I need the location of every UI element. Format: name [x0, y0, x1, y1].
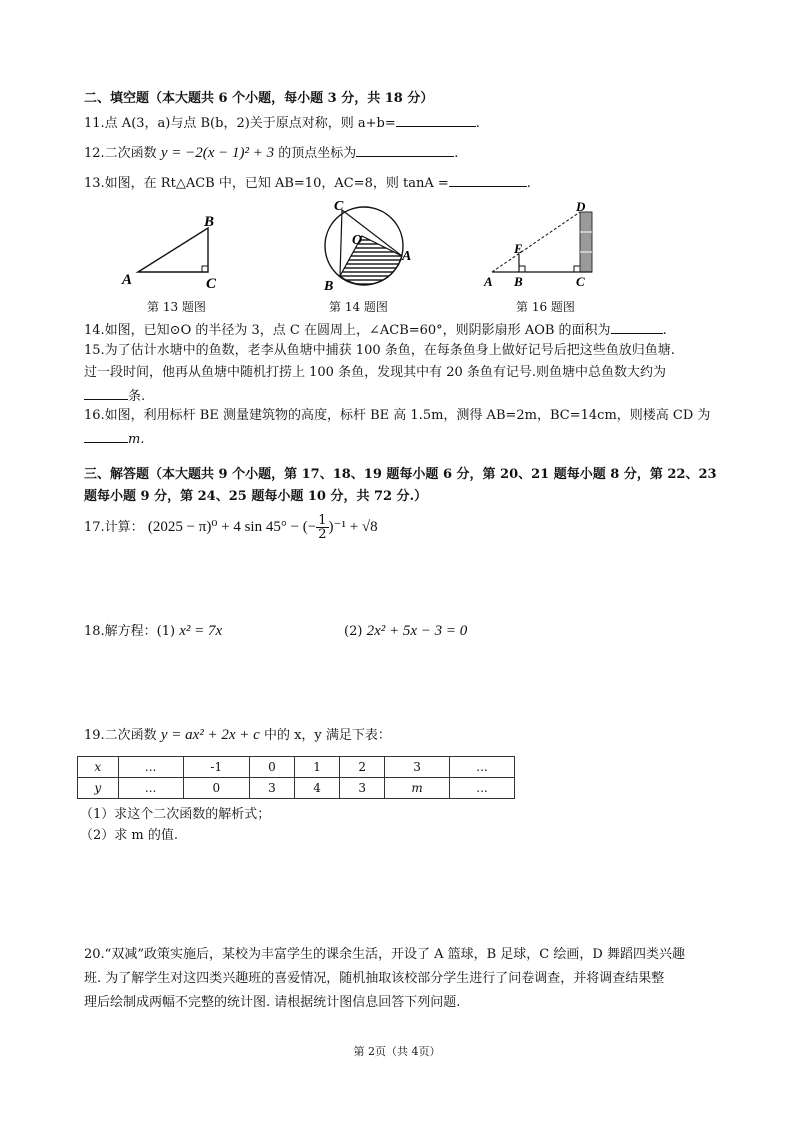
label-B: B [324, 279, 334, 294]
section-3-heading-line-1: 三、解答题（本大题共 9 个小题，第 17、18、19 题每小题 6 分，第 20、21 题每小题 8 分，第 22、23 [84, 467, 717, 482]
question-20-line-3: 理后绘制成两幅不完整的统计图. 请根据统计图信息回答下列问题. [84, 995, 461, 1010]
equation-2: 2x² + 5x − 3 = 0 [366, 623, 468, 639]
question-18-part-2: (2) 2x² + 5x − 3 = 0 [344, 623, 468, 639]
label-A: A [122, 272, 133, 288]
question-19-sub-1: （1）求这个二次函数的解析式； [80, 807, 271, 822]
question-19-sub-2: （2）求 m 的值. [80, 828, 178, 843]
equation-1: x² = 7x [179, 623, 223, 639]
question-19: 19.二次函数 y = ax² + 2x + c 中的 x，y 满足下表： [84, 727, 391, 743]
figure-16-caption: 第 16 题图 [516, 300, 575, 314]
label-A: A [402, 249, 412, 264]
label-A: A [484, 274, 493, 289]
answer-blank[interactable] [356, 143, 454, 157]
figure-13-caption: 第 13 题图 [147, 300, 206, 314]
question-16-line-2: m. [84, 429, 144, 449]
label-C: C [576, 274, 585, 289]
figure-14-caption: 第 14 题图 [329, 300, 388, 314]
label-E: E [514, 241, 523, 256]
label-B: B [514, 274, 523, 289]
question-15-line-2: 过一段时间，他再从鱼塘中随机打捞上 100 条鱼，发现其中有 20 条鱼有记号.则鱼塘中总鱼数大约为 [84, 365, 667, 380]
section-2-heading: 二、填空题（本大题共 6 个小题，每小题 3 分，共 18 分） [84, 91, 434, 106]
question-15-line-1: 15.为了估计水塘中的鱼数，老李从鱼塘中捕获 100 条鱼，在每条鱼身上做好记号后把这些鱼放归鱼塘. [84, 343, 675, 358]
figure-13-triangle [118, 208, 228, 290]
label-D: D [576, 200, 586, 214]
figure-16-building [480, 200, 600, 292]
quadratic-formula: y = ax² + 2x + c [160, 727, 260, 743]
label-C: C [334, 199, 344, 214]
label-O: O [352, 233, 363, 248]
question-20-line-1: 20.“双减”政策实施后，某校为丰富学生的课余生活，开设了 A 篮球，B 足球，C 绘画，D 舞蹈四类兴趣 [84, 947, 685, 962]
question-20-line-2: 班. 为了解学生对这四类兴趣班的喜爱情况，随机抽取该校部分学生进行了问卷调查，并将调查结果整 [84, 971, 665, 986]
answer-blank[interactable] [611, 320, 663, 334]
table-row: y ... 0 3 4 3 m ... [78, 778, 515, 799]
answer-blank[interactable] [449, 173, 527, 187]
answer-blank[interactable] [396, 113, 476, 127]
question-13: 13.如图，在 Rt△ACB 中，已知 AB=10，AC=8，则 tanA = . [84, 173, 531, 193]
question-17: 17.计算： (2025 − π)⁰ + 4 sin 45° − (− $\frac{1}{2}$ )⁻¹ + √8 [84, 513, 378, 542]
quadratic-formula: y = −2(x − 1)² + 3 [160, 145, 275, 161]
question-12: 12.二次函数 y = −2(x − 1)² + 3 的顶点坐标为 . [84, 145, 459, 161]
table-row: x ... -1 0 1 2 3 ... [78, 757, 515, 778]
section-3-heading-line-2: 题每小题 9 分，第 24、25 题每小题 10 分，共 72 分.） [84, 489, 428, 504]
fraction-one-half: $\frac{1}{2}$ [318, 513, 327, 542]
question-11: 11.点 A(3，a)与点 B(b，2)关于原点对称，则 a+b= . [84, 113, 480, 133]
label-B: B [204, 214, 215, 230]
answer-blank[interactable] [84, 386, 128, 400]
question-15-line-3: 条. [84, 386, 145, 406]
label-C: C [206, 276, 217, 290]
question-14: 14.如图，已知⊙O 的半径为 3，点 C 在圆周上，∠ACB=60°，则阴影扇形 AOB 的面积为 . [84, 320, 667, 340]
page-footer: 第 2页（共 4页） [353, 1045, 441, 1058]
answer-blank[interactable] [84, 429, 128, 443]
question-16-line-1: 16.如图，利用标杆 BE 测量建筑物的高度，标杆 BE 高 1.5m，测得 AB=2m，BC=14cm，则楼高 CD 为 [84, 408, 711, 423]
xy-value-table [77, 756, 515, 799]
figure-14-circle [312, 198, 416, 296]
question-18: 18.解方程：(1) x² = 7x [84, 623, 223, 639]
